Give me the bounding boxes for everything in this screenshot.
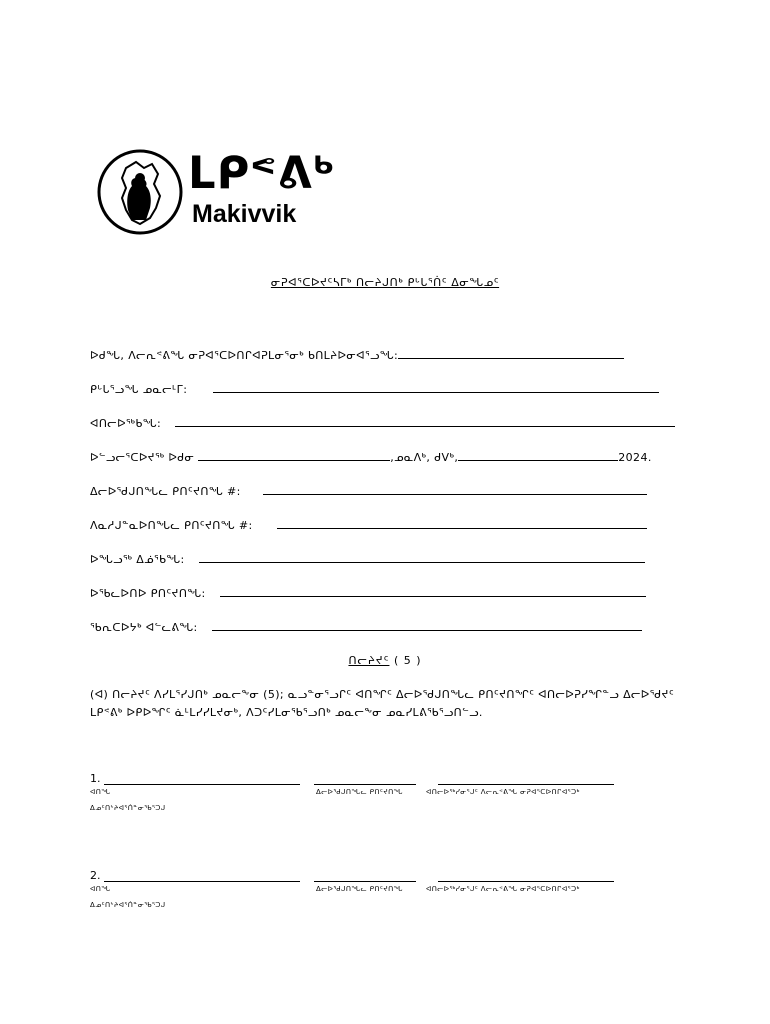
blank-line[interactable] — [213, 382, 659, 393]
caption-signature: ᐊᑎᓕᐅᖅᓯᓂᕐᒍᑦ ᐱᓕᕆᕝᕕᖓ ᓂᕈᐊᕐᑕᐅᑎᒋᐊᕐᑐᒃ — [426, 788, 580, 796]
logo-syllabics: ᒪᑭᕝᕕᒃ — [188, 148, 336, 199]
field-row-name — [90, 416, 675, 430]
blank-line[interactable] — [212, 620, 642, 631]
page-title: ᓂᕈᐊᕐᑕᐅᔪᑦᓴᒥᒃ ᑎᓕᔨᒍᑎᒃ ᑭᒡᒐᕐᑏᑦ ᐃᓂᖓᓄᑦ — [270, 276, 500, 289]
field-row-community — [90, 382, 659, 396]
field-label: ᐱᓇᓱᒍᓐᓇᐅᑎᖓᓚ ᑭᑎᑦᔪᑎᖓ #: — [90, 519, 253, 532]
section-heading-text: ᑎᓕᔨᔪᑦ — [348, 654, 390, 667]
field-year: 2024. — [618, 451, 652, 464]
signer-id-line[interactable] — [314, 869, 416, 882]
blank-line[interactable] — [198, 450, 390, 461]
signer-signature-line[interactable] — [438, 772, 614, 785]
blank-line[interactable] — [175, 416, 675, 427]
section-heading — [0, 654, 770, 667]
makivvik-logo — [96, 148, 336, 238]
blank-line[interactable] — [220, 586, 646, 597]
signer-number: 1. — [90, 772, 101, 785]
field-label: ᐅᑯᖓ, ᐱᓕᕆᕝᕕᖓ ᓂᕈᐊᕐᑕᐅᑎᒋᐊᕈᒪᓂᕐᓂᒃ ᑲᑎᒪᔨᐅᓂᐊᕐᓗᖓ: — [90, 349, 399, 362]
caption-name: ᐊᑎᖓ — [90, 885, 111, 893]
field-row-beneficiary-number — [90, 484, 647, 498]
field-row-birth-date — [90, 552, 645, 566]
blank-line[interactable] — [263, 484, 647, 495]
inuk-figure-logo-icon — [96, 148, 184, 236]
field-label: ᑭᒡᒐᕐᓗᖓ ᓄᓇᓕᒻᒥ: — [90, 383, 188, 396]
blank-line[interactable] — [458, 450, 618, 461]
field-mid-text: ,ᓄᓇᐱᒃ, ᑯᐯᒃ, — [390, 451, 459, 464]
caption-name-2: ᐃᓄᑦᑎᔾᔨᐊᕐᑏᓐᓂᖃᕐᑐᒍ — [90, 804, 166, 812]
field-row-phone-number — [90, 586, 646, 600]
field-row-email — [90, 620, 642, 634]
signer-number: 2. — [90, 869, 101, 882]
caption-name-2: ᐃᓄᑦᑎᔾᔨᐊᕐᑏᓐᓂᖃᕐᑐᒍ — [90, 901, 166, 909]
logo-wordmark: Makivvik — [192, 200, 297, 228]
field-row-health-card-number — [90, 518, 647, 532]
blank-line[interactable] — [398, 348, 624, 359]
caption-signature: ᐊᑎᓕᐅᖅᓯᓂᕐᒍᑦ ᐱᓕᕆᕝᕕᖓ ᓂᕈᐊᕐᑕᐅᑎᒋᐊᕐᑐᒃ — [426, 885, 580, 893]
signer-block — [90, 869, 690, 913]
field-row-date-place — [90, 450, 652, 464]
caption-id: ᐃᓕᐅᖁᒍᑎᖓᓚ ᑭᑎᑦᔪᑎᖓ — [316, 788, 403, 796]
field-label: ᖃᕆᑕᐅᔭᒃ ᐊᓪᓚᕕᖓ: — [90, 621, 198, 634]
blank-line[interactable] — [199, 552, 645, 563]
signer-signature-line[interactable] — [438, 869, 614, 882]
field-label: ᐅᖓᓗᖅ ᐃᓅᕐᑲᖓ: — [90, 553, 185, 566]
caption-name: ᐊᑎᖓ — [90, 788, 111, 796]
field-label: ᐊᑎᓕᐅᖅᑲᖓ: — [90, 417, 162, 430]
field-label: ᐃᓕᐅᖁᒍᑎᖓᓚ ᑭᑎᑦᔪᑎᖓ #: — [90, 485, 241, 498]
signer-name-line[interactable] — [104, 772, 300, 785]
signer-id-line[interactable] — [314, 772, 416, 785]
field-label: ᐅᓪᓗᓕᕐᑕᐅᔪᖅ ᐅᑯᓂ — [90, 451, 195, 464]
signer-name-line[interactable] — [104, 869, 300, 882]
signer-block — [90, 772, 690, 816]
caption-id: ᐃᓕᐅᖁᒍᑎᖓᓚ ᑭᑎᑦᔪᑎᖓ — [316, 885, 403, 893]
instructions-paragraph: (ᐊ) ᑎᓕᔨᔪᑦ ᐱᓯᒪᕐᓯᒍᑎᒃ ᓄᓇᓕᖕᓂ (5); ᓇᓗᓐᓂᕐᓗᒋᑦ ᐊᑎᖏᑦ ᐃᓕᐅᖁᒍᑎᖓᓚ ᑭᑎᑦᔪᑎᖏᑦ ᐊᑎᓕᐅᕈᓯᖏᓐᓗ ᐃᓕᐅᖁᔪᑦ ᒪᑭᕝᕕᒃ ᐅᑭᐅᖏᑦ ᓈᒻᒪᓯᓯᒪᔪᓂᒃ, ᐱᑐᑦᓯᒪᓂᖃᕐᓗᑎᒃ ᓄᓇᓕᖕᓂ ᓄᓇᓯᒪᕕᖃᕐᓗᑎᓪᓗ. — [90, 688, 675, 719]
field-label: ᐅᖃᓚᐅᑎᐅ ᑭᑎᑦᔪᑎᖓ: — [90, 587, 206, 600]
field-row-community-organization — [90, 348, 624, 362]
blank-line[interactable] — [277, 518, 647, 529]
section-heading-count: ( 5 ) — [393, 654, 422, 667]
